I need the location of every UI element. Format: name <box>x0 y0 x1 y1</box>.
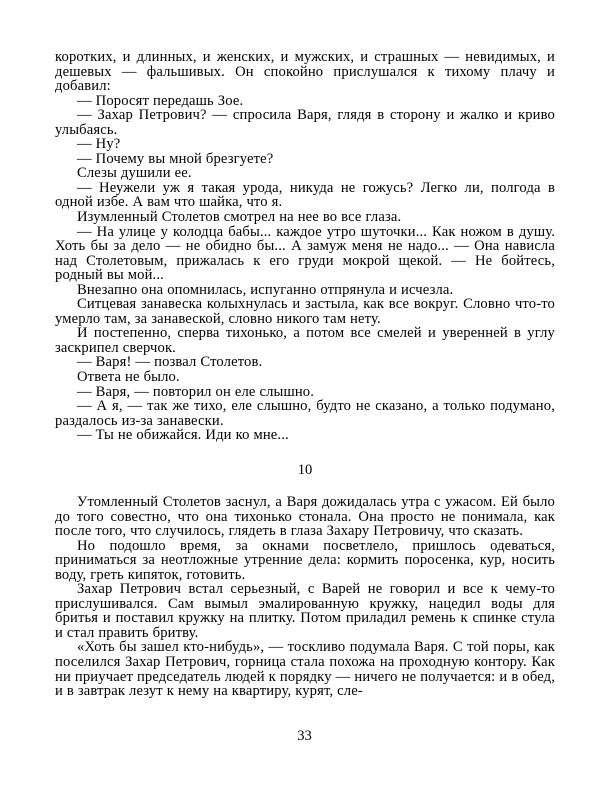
text-column-lower <box>55 495 555 699</box>
paragraph: — Ну? <box>77 136 121 153</box>
paragraph: — Поросят передашь Зое. <box>77 92 244 109</box>
paragraph: — Варя! — позвал Столетов. <box>77 354 263 371</box>
paragraph: Утомленный Столетов заснул, а Варя дожидалась утра с ужасом. Ей было до того совестно, что она тихонько стонала. Она просто не понимала, как после того, что случилось, глядеть в глаза Захару Петровичу, что сказать. <box>55 494 555 540</box>
paragraph: Захар Петрович встал серьезный, с Варей не говорил и все к чему-то прислушивался. Сам вымыл эмалированную кружку, нацедил воды для бритья и поставил кружку на плитку. Потом приладил ремень к спинке стула и стал править бритву. <box>55 581 555 641</box>
page-number: 33 <box>297 728 312 744</box>
paragraph: коротких, и длинных, и женских, и мужских, и страшных — невидимых, и дешевых — фальшивых. Он спокойно прислушался к тихому плачу и добавил: <box>55 49 555 95</box>
paragraph: — На улице у колодца бабы... каждое утро шуточки... Как ножом в душу. Хоть бы за дело — не обидно бы... А замуж меня не надо... — Она нависла над Столетовым, прижалась к его груди мокрой щекой. — Не бойтесь, родный вы мой... <box>55 223 555 284</box>
paragraph: — Неужели уж я такая урода, никуда не гожусь? Легко ли, полгода в одной избе. А вам что шайка, что я. <box>55 179 555 211</box>
paragraph: Изумленный Столетов смотрел на нее во все глаза. <box>77 209 402 226</box>
paragraph: — Ты не обижайся. Иди ко мне... <box>77 427 289 444</box>
text-column-upper <box>55 50 555 443</box>
paragraph: И постепенно, сперва тихонько, а потом все смелей и уверенней в углу заскрипел сверчок. <box>55 325 555 356</box>
paragraph: «Хоть бы зашел кто-нибудь», — тоскливо подумала Варя. С той поры, как поселился Захар Петрович, горница стала похожа на проходную контору. Как ни приучает председатель людей к порядку — ничего не получается: и в обед, и в завтрак лезут к нему на квартиру, курят, сле- <box>55 639 555 700</box>
paragraph: Ответа не было. <box>77 369 180 386</box>
paragraph: Но подошло время, за окнами посветлело, пришлось одеваться, приниматься за неотложные утренние дела: кормить поросенка, кур, носить воду, греть кипяток, готовить. <box>55 537 555 583</box>
paragraph: — Почему вы мной брезгуете? <box>77 150 274 167</box>
paragraph: Ситцевая занавеска колыхнулась и застыла, как все вокруг. Словно что-то умерло там, за занавеской, словно никого там нету. <box>55 296 555 327</box>
paragraph: Слезы душили ее. <box>77 165 192 182</box>
paragraph: — А я, — так же тихо, еле слышно, будто не сказано, а только подумано, раздалось из-за занавески. <box>55 398 555 429</box>
paragraph: — Захар Петрович? — спросила Варя, глядя в сторону и жалко и криво улыбаясь. <box>55 107 555 138</box>
section-number: 10 <box>297 462 313 478</box>
paragraph: Внезапно она опомнилась, испуганно отпрянула и исчезла. <box>77 281 454 298</box>
paragraph: — Варя, — повторил он еле слышно. <box>77 383 315 400</box>
